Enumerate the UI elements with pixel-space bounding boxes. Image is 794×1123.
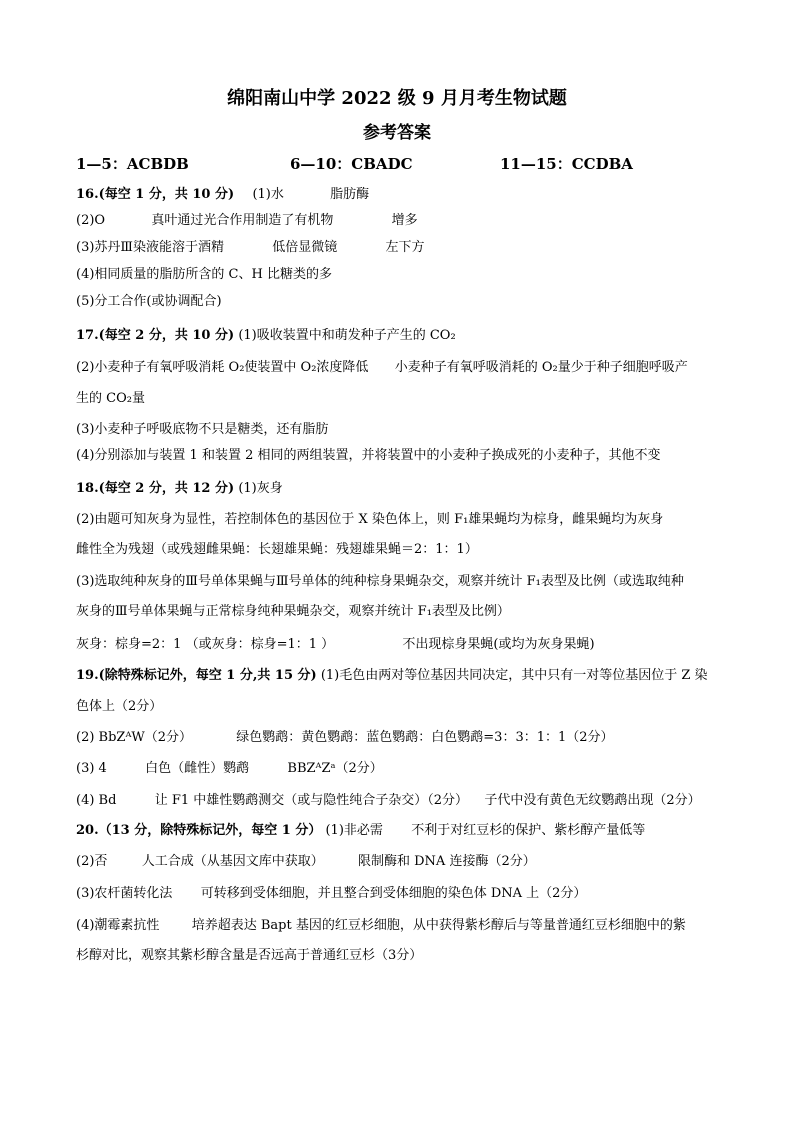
q16-line-4: (4)相同质量的脂肪所含的 C、H 比糖类的多 bbox=[76, 267, 332, 282]
mc-answers-1-5: 1—5：ACBDB bbox=[76, 155, 189, 173]
q19-line-4 bbox=[76, 791, 726, 811]
q19-answer-3b: 白色（雌性）鹦鹉 bbox=[145, 761, 250, 776]
q16-answer-2c: 增多 bbox=[391, 213, 418, 228]
q18-line-2: (2)由题可知灰身为显性，若控制体色的基因位于 X 染色体上，则 F₁雄果蝇均为棕身，雌果蝇均为灰身 bbox=[76, 512, 664, 527]
q18-answer-1: (1)灰身 bbox=[238, 481, 283, 496]
q19-heading: 19.(除特殊标记外，每空 1 分,共 15 分) bbox=[76, 668, 317, 683]
q20-line-1 bbox=[76, 821, 726, 841]
page-subtitle: 参考答案 bbox=[363, 123, 431, 143]
q19-answer-2a: (2) BbZᴬW（2分） bbox=[76, 730, 192, 745]
q16-line-3 bbox=[76, 238, 726, 258]
q18-line-3: (3)选取纯种灰身的Ⅲ号单体果蝇与Ⅲ号单体的纯种棕身果蝇杂交，观察并统计 F₁表型及比例（或选取纯种 bbox=[76, 574, 684, 589]
q18-answer-4b: 不出现棕身果蝇(或均为灰身果蝇) bbox=[402, 637, 595, 652]
q16-answer-2a: (2)O bbox=[76, 213, 106, 228]
q20-line-3 bbox=[76, 884, 726, 904]
q18-line-1 bbox=[76, 479, 726, 499]
q18-answer-4a: 灰身：棕身=2：1 （或灰身：棕身=1：1 ） bbox=[76, 637, 335, 652]
q18-line-3-cont: 灰身的Ⅲ号单体果蝇与正常棕身纯种果蝇杂交，观察并统计 F₁表型及比例） bbox=[76, 604, 510, 619]
q19-answer-2b: 绿色鹦鹉：黄色鹦鹉：蓝色鹦鹉：白色鹦鹉=3：3：1：1（2分） bbox=[236, 730, 614, 745]
q18-line-4 bbox=[76, 635, 726, 655]
q18-heading: 18.(每空 2 分，共 12 分) bbox=[76, 481, 235, 496]
q19-line-1 bbox=[76, 666, 726, 686]
q20-answer-4a: (4)潮霉素抗性 bbox=[76, 918, 160, 933]
q20-answer-2a: (2)否 bbox=[76, 854, 108, 869]
multiple-choice-answers bbox=[76, 154, 726, 174]
page-title: 绵阳南山中学 2022 级 9 月月考生物试题 bbox=[227, 88, 567, 109]
q20-answer-3a: (3)农杆菌转化法 bbox=[76, 886, 173, 901]
q19-answer-4a: (4) Bd bbox=[76, 793, 117, 808]
q20-line-4 bbox=[76, 916, 726, 936]
q17-line-1 bbox=[76, 326, 726, 346]
q17-line-2-cont: 生的 CO₂量 bbox=[76, 391, 145, 406]
q20-answer-1b: 不利于对红豆杉的保护、紫杉醇产量低等 bbox=[411, 823, 646, 838]
q17-answer-2b: 小麦种子有氧呼吸消耗的 O₂量少于种子细胞呼吸产 bbox=[394, 360, 688, 375]
q17-line-3: (3)小麦种子呼吸底物不只是糖类，还有脂肪 bbox=[76, 422, 329, 437]
q17-answer-1: (1)吸收装置中和萌发种子产生的 CO₂ bbox=[238, 328, 456, 343]
q18-line-2-cont: 雌性全为残翅（或残翅雌果蝇：长翅雄果蝇：残翅雄果蝇＝2：1：1） bbox=[76, 542, 478, 557]
q19-line-2 bbox=[76, 728, 726, 748]
q19-answer-3a: (3) 4 bbox=[76, 761, 107, 776]
q16-line-2 bbox=[76, 211, 726, 231]
mc-answers-11-15: 11—15：CCDBA bbox=[500, 155, 633, 173]
q19-line-1-cont: 色体上（2分） bbox=[76, 699, 163, 714]
q17-line-4: (4)分别添加与装置 1 和装置 2 相同的两组装置，并将装置中的小麦种子换成死的小麦种子，其他不变 bbox=[76, 448, 661, 463]
q16-answer-1a: (1)水 bbox=[252, 187, 284, 202]
q17-line-2 bbox=[76, 358, 726, 378]
q19-answer-4c: 子代中没有黄色无纹鹦鹉出现（2分） bbox=[484, 793, 701, 808]
q20-line-4-cont: 杉醇对比，观察其紫杉醇含量是否远高于普通红豆杉（3分） bbox=[76, 948, 423, 963]
q16-answer-3c: 左下方 bbox=[385, 240, 425, 255]
q17-heading: 17.(每空 2 分，共 10 分) bbox=[76, 328, 235, 343]
q19-answer-4b: 让 F1 中雄性鹦鹉测交（或与隐性纯合子杂交）（2分） bbox=[154, 793, 469, 808]
q19-answer-1a: (1)毛色由两对等位基因共同决定，其中只有一对等位基因位于 Z 染 bbox=[320, 668, 708, 683]
q20-answer-2b: 人工合成（从基因文库中获取） bbox=[141, 854, 324, 869]
q20-answer-1a: (1)非必需 bbox=[325, 823, 383, 838]
q16-answer-1b: 脂肪酶 bbox=[330, 187, 370, 202]
q16-line-1 bbox=[76, 185, 726, 205]
mc-answers-6-10: 6—10：CBADC bbox=[290, 155, 413, 173]
q20-answer-3b: 可转移到受体细胞，并且整合到受体细胞的染色体 DNA 上（2分） bbox=[200, 886, 587, 901]
q16-heading: 16.(每空 1 分，共 10 分) bbox=[76, 187, 235, 202]
q16-answer-3a: (3)苏丹Ⅲ染液能溶于酒精 bbox=[76, 240, 224, 255]
q20-heading: 20.（13 分，除特殊标记外，每空 1 分） bbox=[76, 823, 322, 838]
q17-answer-2a: (2)小麦种子有氧呼吸消耗 O₂使装置中 O₂浓度降低 bbox=[76, 360, 369, 375]
q19-answer-3c: BBZᴬZᵃ（2分） bbox=[287, 761, 383, 776]
q19-line-3 bbox=[76, 759, 726, 779]
q16-answer-3b: 低倍显微镜 bbox=[272, 240, 338, 255]
q16-line-5: (5)分工合作(或协调配合) bbox=[76, 294, 222, 309]
q20-line-2 bbox=[76, 852, 726, 872]
q20-answer-4b: 培养超表达 Bapt 基因的红豆杉细胞，从中获得紫杉醇后与等量普通红豆杉细胞中的紫 bbox=[191, 918, 686, 933]
q16-answer-2b: 真叶通过光合作用制造了有机物 bbox=[151, 213, 334, 228]
q20-answer-2c: 限制酶和 DNA 连接酶（2分） bbox=[358, 854, 536, 869]
